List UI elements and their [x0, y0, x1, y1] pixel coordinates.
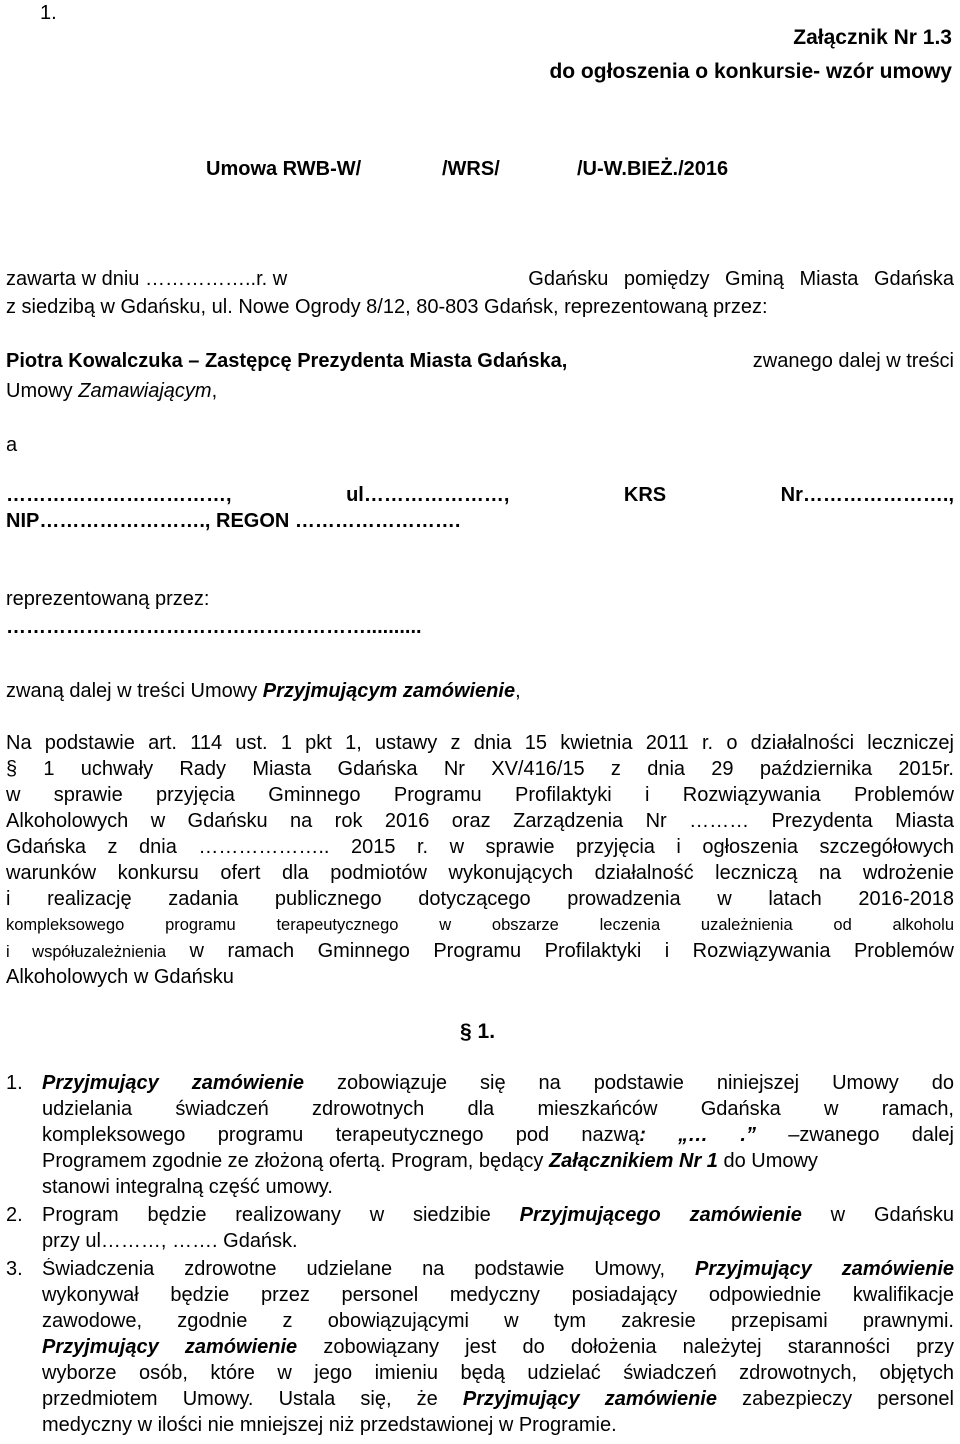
program-name-placeholder: : „… .”: [639, 1124, 789, 1146]
item-3-line-6-end: zabezpieczy personel: [716, 1388, 954, 1410]
basis-line-3: w sprawie przyjęcia Gminnego Programu Profilaktyki i Rozwiązywania Problemów: [6, 784, 954, 806]
representative-line-2: [6, 380, 217, 403]
basis-line-5: Gdańska z dnia ……………….. 2015 r. w sprawie przyjęcia i ogłoszenia szczegółowych: [6, 836, 954, 858]
contractor-details-line-2: NIP……………………., REGON …………………….: [6, 510, 461, 532]
contract-number-part-b: /WRS/: [442, 158, 500, 180]
item-3-text: Świadczenia zdrowotne udzielane na podstawie Umowy,: [42, 1258, 696, 1280]
item-2-end: w Gdańsku: [801, 1204, 954, 1226]
przyjmujacy-term: Przyjmujący zamówienie: [462, 1388, 717, 1410]
item-1-line-2: udzielania świadczeń zdrowotnych dla mieszkańców Gdańska w ramach,: [42, 1098, 954, 1120]
and-conjunction: a: [6, 434, 18, 456]
umowy-text: Umowy: [6, 380, 79, 402]
basis-line-4: Alkoholowych w Gdańsku na rok 2016 oraz Zarządzenia Nr ……… Prezydenta Miasta: [6, 810, 954, 832]
item-3-line-6-text: przedmiotem Umowy. Ustala się, że: [42, 1388, 463, 1410]
basis-line-8: kompleksowego programu terapeutycznego w obszarze leczenia uzależnienia od alkoholu: [6, 916, 954, 934]
item-3-line-2: wykonywał będzie przez personel medyczny posiadający odpowiednie kwalifikacje: [42, 1284, 954, 1306]
contract-number-part-a: Umowa RWB-W/: [206, 158, 362, 180]
przyjmujacego-term: Przyjmującego zamówienie: [519, 1204, 802, 1226]
item-1-number: 1.: [6, 1072, 23, 1094]
basis-line-2: § 1 uchwały Rady Miasta Gdańska Nr XV/416/15 z dnia 29 października 2015r.: [6, 758, 954, 780]
basis-line-10: Alkoholowych w Gdańsku: [6, 966, 234, 988]
intro-date: zawarta w dniu ……………..r. w: [6, 268, 288, 290]
intro-line-2: z siedzibą w Gdańsku, ul. Nowe Ogrody 8/12, 80-803 Gdańsk, reprezentowaną przez:: [6, 296, 768, 318]
contract-number-part-c: /U-W.BIEŻ./2016: [577, 158, 729, 180]
called-text: zwaną dalej w treści Umowy: [6, 680, 263, 702]
representative-name: Piotra Kowalczuka – Zastępcę Prezydenta Miasta Gdańska,: [6, 350, 568, 372]
item-3-line-5: wyborze osób, które w jego imieniu będą udzielać świadczeń zdrowotnych, objętych: [42, 1362, 954, 1384]
item-1-line-3: [42, 1124, 954, 1148]
basis-line-9: [6, 940, 954, 964]
item-1-line-5: stanowi integralną część umowy.: [42, 1176, 333, 1198]
item-1-line-1-rest: zobowiązuje się na podstawie niniejszej Umowy do: [303, 1072, 954, 1094]
intro-parties: Gdańsku pomiędzy Gminą Miasta Gdańska: [528, 268, 954, 290]
item-3-line-1: [42, 1258, 954, 1282]
attachment-subtitle: do ogłoszenia o konkursie- wzór umowy: [549, 60, 952, 83]
item-3-line-7: medyczny w ilości nie mniejszej niż przedstawionej w Programie.: [42, 1414, 617, 1436]
przyjmujacy-term: Przyjmujący zamówienie: [42, 1072, 304, 1094]
przyjmujacy-term: Przyjmujący zamówienie: [695, 1258, 954, 1280]
representative-line: [6, 350, 954, 373]
program-name-prefix: kompleksowego programu terapeutycznego pod nazwą: [42, 1124, 640, 1146]
item-3-line-3: zawodowe, zgodnie z obowiązującymi w tym zakresie przepisami prawnymi.: [42, 1310, 954, 1332]
section-heading: § 1.: [460, 1020, 496, 1043]
basis-line-7: i realizację zadania publicznego dotyczącego prowadzenia w latach 2016-2018: [6, 888, 954, 910]
representative-rest: zwanego dalej w treści: [752, 350, 954, 372]
represented-by-label: reprezentowaną przez:: [6, 588, 210, 610]
przyjmujacy-term: Przyjmującym zamówienie: [262, 680, 516, 702]
item-2-number: 2.: [6, 1204, 23, 1226]
basis-line-9-rest: w ramach Gminnego Programu Profilaktyki i Rozwiązywania Problemów: [166, 940, 954, 962]
called-line: [6, 680, 521, 703]
comma: ,: [211, 380, 218, 402]
item-1-line-1: [42, 1072, 954, 1096]
contractor-details-line-1: ……………………………, ul…………………, KRS Nr………………….,: [6, 484, 954, 506]
item-3-line-6: [42, 1388, 954, 1412]
item-2-line-1: [42, 1204, 954, 1228]
item-1-line-3-rest: –zwanego dalej: [788, 1124, 954, 1146]
item-3-number: 3.: [6, 1258, 23, 1280]
intro-line-1: [6, 268, 954, 291]
item-3-line-4-rest: zobowiązany jest do dołożenia należytej staranności przy: [297, 1336, 954, 1358]
item-1-line-4-text: Programem zgodnie ze złożoną ofertą. Program, będący: [42, 1150, 549, 1172]
zamawiajacy-term: Zamawiającym: [78, 380, 212, 402]
przyjmujacy-term: Przyjmujący zamówienie: [42, 1336, 298, 1358]
basis-line-6: warunków konkursu ofert dla podmiotów wykonujących działalność leczniczą na wdrożenie: [6, 862, 954, 884]
basis-line-1: Na podstawie art. 114 ust. 1 pkt 1, ustawy z dnia 15 kwietnia 2011 r. o działalności leczniczej: [6, 732, 954, 754]
wspoluzaleznienia-text: i współuzależnienia: [6, 943, 167, 961]
comma: ,: [515, 680, 521, 702]
item-1-line-4: [42, 1150, 818, 1173]
item-1-line-4-end: do Umowy: [717, 1150, 818, 1172]
represented-by-dots: ………………………………………………..........: [6, 616, 422, 638]
item-2-line-2: przy ul………, ……. Gdańsk.: [42, 1230, 298, 1252]
attachment-label: Załącznik Nr 1.3: [793, 26, 952, 49]
item-2-text: Program będzie realizowany w siedzibie: [42, 1204, 520, 1226]
page-number: 1.: [40, 2, 57, 24]
item-3-line-4: [42, 1336, 954, 1360]
attachment-reference: Załącznikiem Nr 1: [548, 1150, 718, 1172]
